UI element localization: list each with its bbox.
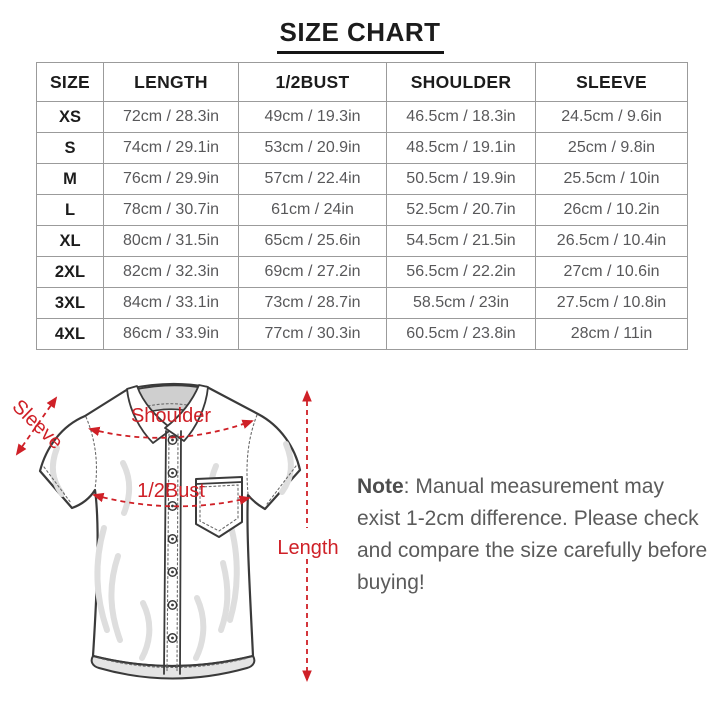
sleeve-cell: 26.5cm / 10.4in [536,226,688,257]
table-row [37,257,688,288]
shoulder-cell: 58.5cm / 23in [387,288,536,319]
bust-cell: 57cm / 22.4in [239,164,387,195]
sleeve-cell: 24.5cm / 9.6in [536,102,688,133]
bust-cell: 77cm / 30.3in [239,319,387,350]
bust-cell: 69cm / 27.2in [239,257,387,288]
shoulder-cell: 60.5cm / 23.8in [387,319,536,350]
size-cell: 3XL [37,288,104,319]
note-label: Note [357,475,404,498]
col-header-sleeve: SLEEVE [536,63,688,102]
shoulder-cell: 52.5cm / 20.7in [387,195,536,226]
length-label: Length [277,537,339,559]
note-body: : Manual measurement may exist 1-2cm difference. Please check and compare the size carefully before buying! [357,475,708,594]
size-cell: L [37,195,104,226]
note-text [357,471,709,599]
bust-cell: 49cm / 19.3in [239,102,387,133]
size-cell: XS [37,102,104,133]
page-title-text: SIZE CHART [277,17,444,54]
sleeve-cell: 25.5cm / 10in [536,164,688,195]
table-row [37,319,688,350]
bust-cell: 53cm / 20.9in [239,133,387,164]
length-cell: 76cm / 29.9in [104,164,239,195]
size-cell: XL [37,226,104,257]
shoulder-cell: 48.5cm / 19.1in [387,133,536,164]
shoulder-cell: 50.5cm / 19.9in [387,164,536,195]
bust-label: 1/2Bust [137,480,205,502]
table-row [37,226,688,257]
table-header-row [37,63,688,102]
table-row [37,164,688,195]
sleeve-cell: 26cm / 10.2in [536,195,688,226]
sleeve-cell: 25cm / 9.8in [536,133,688,164]
shirt-diagram [0,358,360,718]
length-cell: 72cm / 28.3in [104,102,239,133]
size-cell: 4XL [37,319,104,350]
table-row [37,195,688,226]
length-cell: 86cm / 33.9in [104,319,239,350]
sleeve-cell: 27cm / 10.6in [536,257,688,288]
shoulder-cell: 54.5cm / 21.5in [387,226,536,257]
measurement-diagram-section [0,358,720,720]
length-cell: 78cm / 30.7in [104,195,239,226]
col-header-length: LENGTH [104,63,239,102]
bust-cell: 65cm / 25.6in [239,226,387,257]
bust-cell: 73cm / 28.7in [239,288,387,319]
table-row [37,133,688,164]
sleeve-cell: 28cm / 11in [536,319,688,350]
length-cell: 82cm / 32.3in [104,257,239,288]
shoulder-cell: 56.5cm / 22.2in [387,257,536,288]
col-header-bust: 1/2BUST [239,63,387,102]
table-row [37,288,688,319]
length-cell: 74cm / 29.1in [104,133,239,164]
length-cell: 84cm / 33.1in [104,288,239,319]
col-header-size: SIZE [37,63,104,102]
sleeve-cell: 27.5cm / 10.8in [536,288,688,319]
shoulder-label: Shoulder [130,405,212,427]
length-cell: 80cm / 31.5in [104,226,239,257]
col-header-shoulder: SHOULDER [387,63,536,102]
size-cell: S [37,133,104,164]
page-title [0,12,720,54]
size-cell: M [37,164,104,195]
shoulder-cell: 46.5cm / 18.3in [387,102,536,133]
table-row [37,102,688,133]
sleeve-label: Sleeve [7,395,67,454]
size-cell: 2XL [37,257,104,288]
bust-cell: 61cm / 24in [239,195,387,226]
size-table [36,62,688,350]
